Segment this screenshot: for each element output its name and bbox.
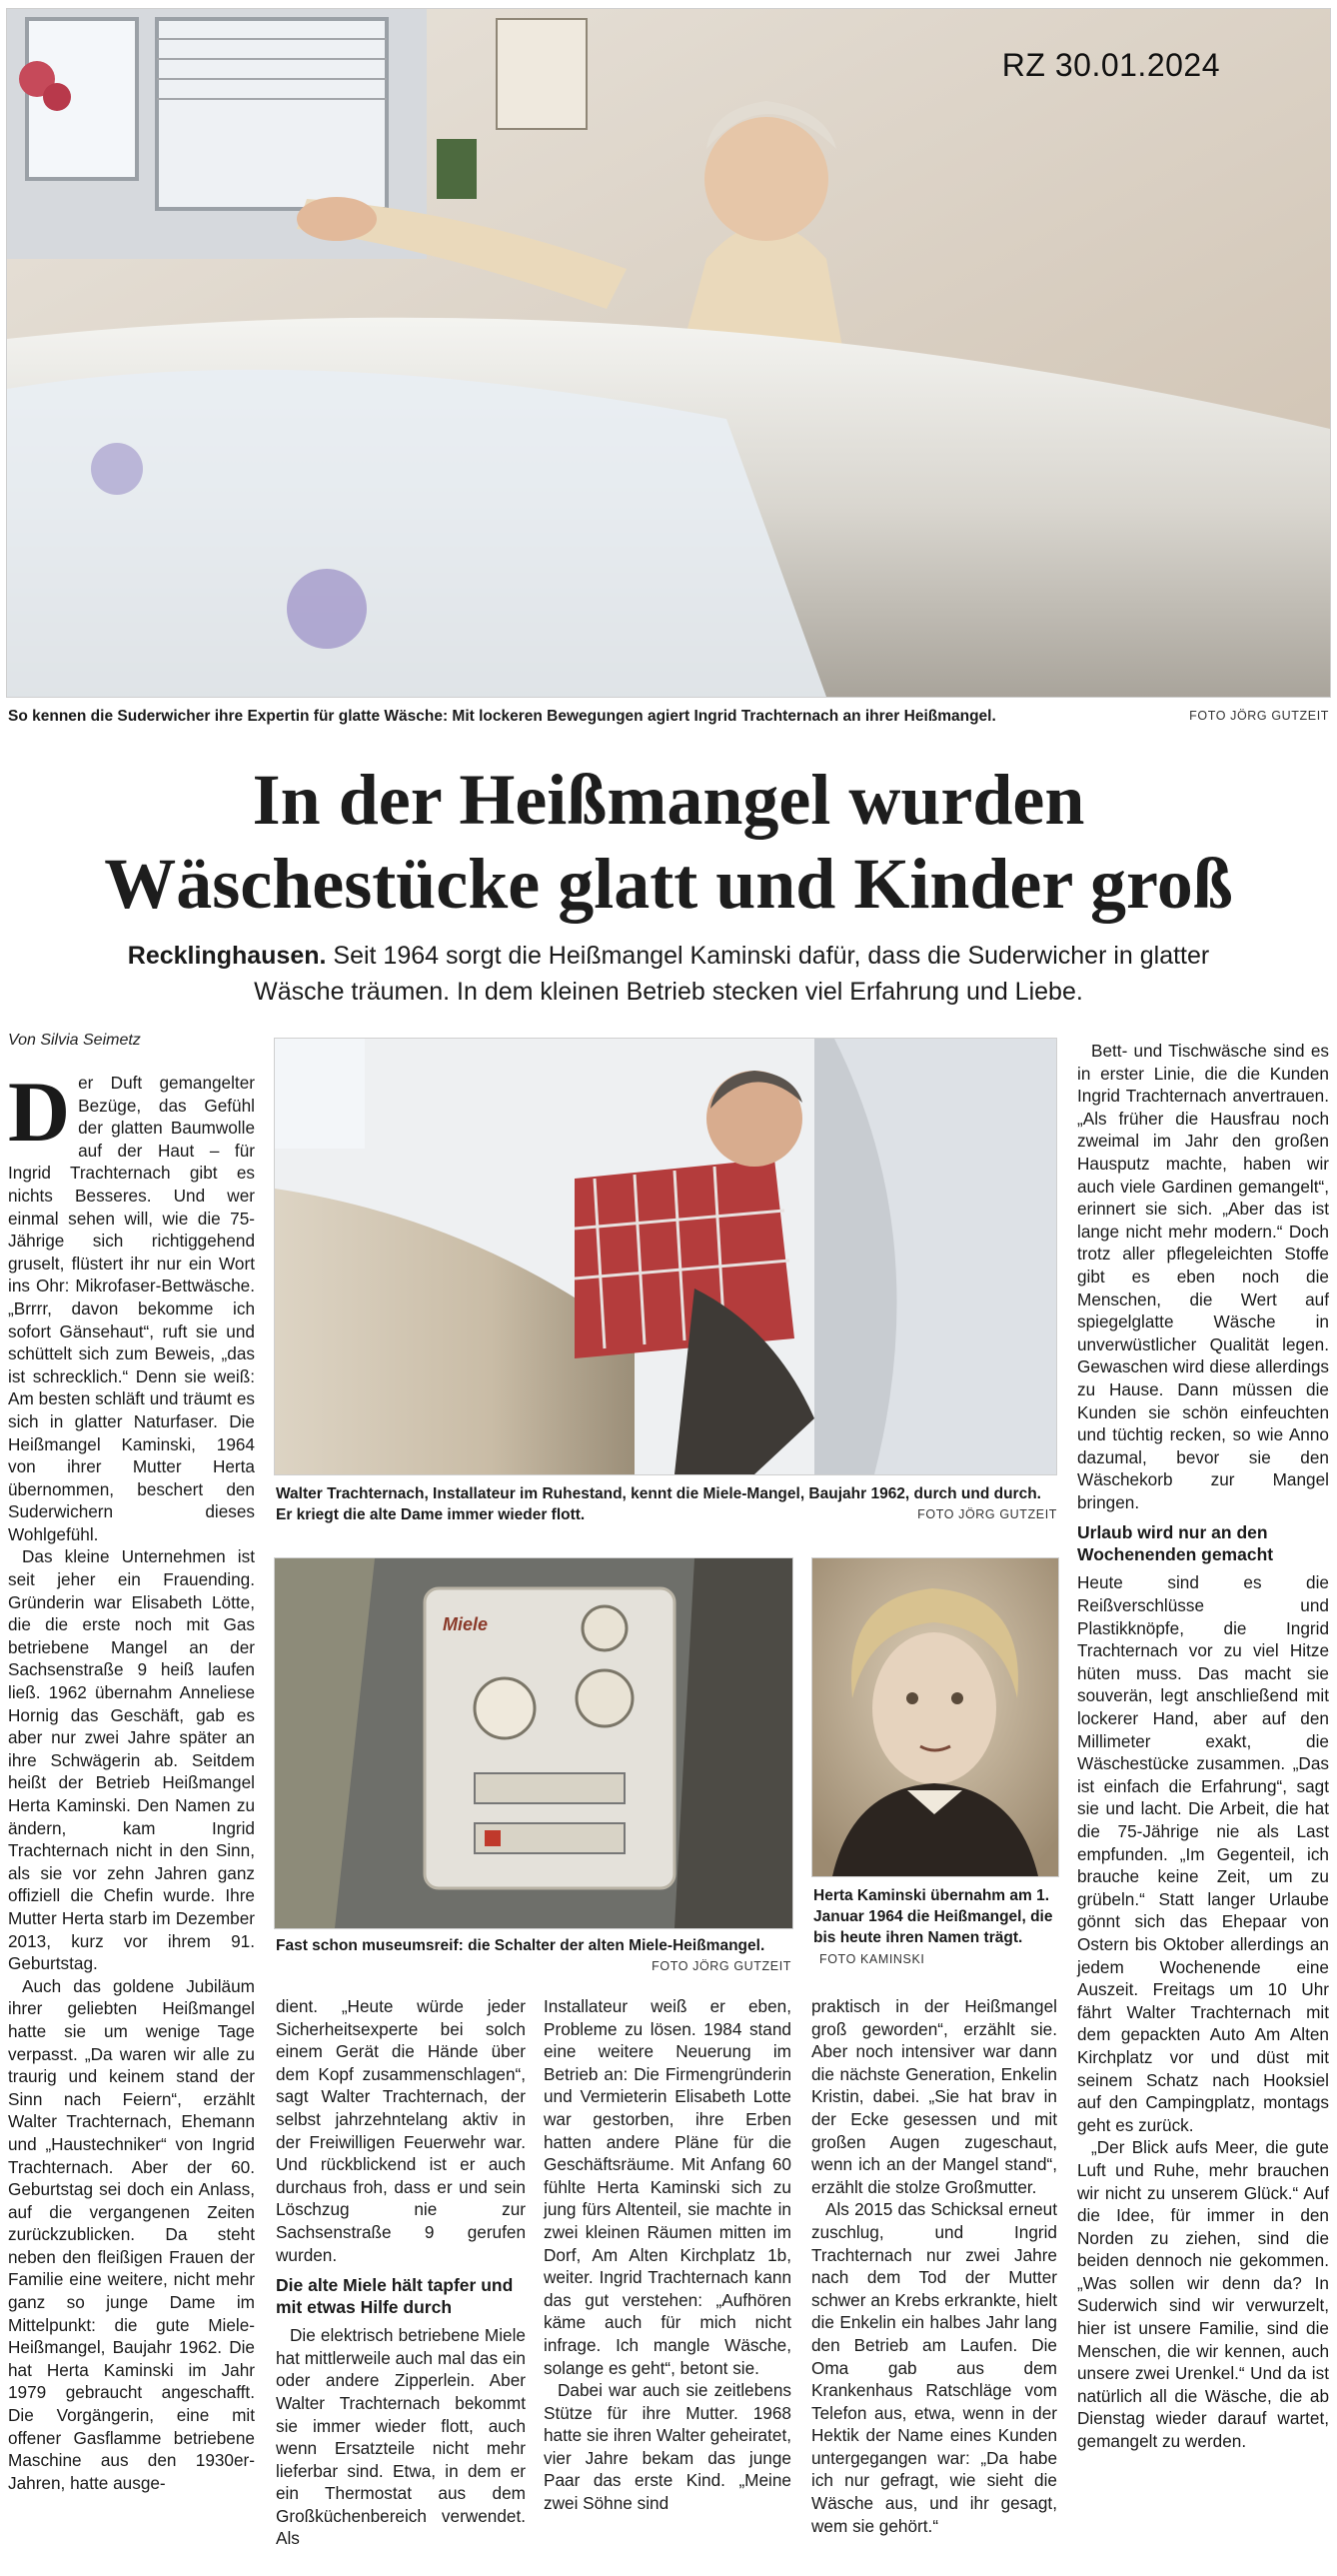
standfirst-text: Seit 1964 sorgt die Heißmangel Kaminski dafür, dass die Suderwicher in glatter Wäsche träumen. In dem kleinen Betrieb stecken viel Erfahrung und Liebe. bbox=[254, 942, 1210, 1006]
top-photo bbox=[6, 8, 1331, 698]
paragraph: Installateur weiß er eben, Probleme zu lösen. 1984 stand eine weitere Neuerung im Betrieb an: Die Firmengründerin und Vermieterin Elisabeth Lotte war gestorben, ihre Erben hatten andere Pläne für die Geschäftsräume. Mit Anfang 60 fühlte Herta Kaminski sich zu jung fürs Altenteil, sie machte in zwei kleinen Räumen mitten im Dorf, Am Alten Kirchplatz 1b, weiter. Ingrid Trachternach kann das gut verstehen: „Aufhören käme auch für mich nicht infrage. Ich mangle Wäsche, solange es geht“, betont sie. bbox=[544, 1996, 791, 2378]
herta-photo bbox=[811, 1557, 1059, 1877]
photo-credit: FOTO JÖRG GUTZEIT bbox=[652, 1959, 791, 1973]
switch-caption bbox=[276, 1935, 791, 1977]
paragraph: Dabei war auch sie zeitlebens Stütze für ihre Mutter. 1968 hatte sie ihren Walter geheiratet, vier Jahre bekam das junge Paar das erste Kind. „Meine zwei Söhne sind bbox=[544, 2380, 791, 2514]
paragraph: Als 2015 das Schicksal erneut zuschlug, und Ingrid Trachternach nur zwei Jahre nach dem Tod der Mutter schwer an Krebs erkrankte, hielt die Enkelin ein halbes Jahr lang den Betrieb am Laufen. Die Oma gab aus dem Krankenhaus Ratschläge vom Telefon aus, etwa, wenn in der Hektik der Name eines Kunden untergegangen war: „Da habe ich nur gefragt, wie sieht die Wäsche aus, und ihr gesagt, wem sie gehört.“ bbox=[811, 2199, 1057, 2536]
byline: Von Silvia Seimetz bbox=[8, 1032, 141, 1049]
column-5 bbox=[1077, 1040, 1329, 2453]
caption-text: Herta Kaminski übernahm am 1. Januar 1964 die Heißmangel, die bis heute ihren Namen trägt. bbox=[813, 1887, 1053, 1946]
paragraph: Bett- und Tischwäsche sind es in erster Linie, die die Kunden Ingrid Trachternach anvertrauen. „Als früher die Hausfrau noch zweimal im Jahr den großen Hausputz machte, haben wir auch viele Gardinen gemangelt“, erinnert sie sich. „Aber das ist lange nicht mehr modern.“ Doch trotz aller pflegeleichten Stoffe gibt es eben noch die Menschen, die Wert auf spiegelglatte Wäsche in unverwüstlicher Qualität legen. Gewaschen wird diese allerdings zu Hause. Dann müssen die Kunden sie schön einfeuchten und tüchtig recken, so wie Anno dazumal, bevor sie den Wäschekorb zur Mangel bringen. bbox=[1077, 1041, 1329, 1512]
date-stamp: RZ 30.01.2024 bbox=[1001, 47, 1220, 83]
column-3 bbox=[544, 1995, 791, 2515]
subheading: Urlaub wird nur an den Wochenenden gemacht bbox=[1077, 1522, 1274, 1565]
paragraph bbox=[8, 1064, 255, 1545]
caption-text: So kennen die Suderwicher ihre Expertin für glatte Wäsche: Mit lockeren Bewegungen agiert Ingrid Trachternach an ihrer Heißmangel. bbox=[8, 708, 996, 725]
photo-credit: FOTO JÖRG GUTZEIT bbox=[917, 1507, 1057, 1521]
headline-line-1: In der Heißmangel wurden bbox=[252, 760, 1085, 840]
walter-photo bbox=[274, 1038, 1057, 1475]
paragraph-text: er Duft gemangelter Bezüge, das Gefühl der glatten Baumwolle auf der Haut – für Ingrid Trachternach gibt es nichts Besseres. Und wer einmal sehen will, wie die 75-Jährige sich richtiggehend gruselt, flüstert ihr nur ein Wort ins Ohr: Mikrofaser-Bettwäsche. „Brrrr, davon bekomme ich sofort Gänsehaut“, ruft sie und schüttelt sich zum Beweis, „das ist schrecklich.“ Denn sie weiß: Am besten schläft und träumt es sich in glatter Naturfaser. Die Heißmangel Kaminski, 1964 von ihrer Mutter Herta übernommen, beschert den Suderwichern dieses Wohlgefühl. bbox=[8, 1073, 255, 1544]
paragraph: „Der Blick aufs Meer, die gute Luft und Ruhe, mehr brauchen wir nicht zu unserem Glück.“ Auf die Idee, für immer in den Norden zu ziehen, sind die beiden dennoch nie gekommen. „Was sollen wir denn da? In Suderwich sind wir verwurzelt, hier ist unsere Familie, sind die Menschen, die wir kennen, auch unsere zwei Urenkel.“ Und da ist natürlich all die Wäsche, die ab Dienstag wieder darauf wartet, gemangelt zu werden. bbox=[1077, 2137, 1329, 2452]
switch-photo bbox=[274, 1557, 793, 1929]
column-2 bbox=[276, 1995, 526, 2550]
standfirst bbox=[90, 938, 1247, 1010]
caption-text: Walter Trachternach, Installateur im Ruhestand, kennt die Miele-Mangel, Baujahr 1962, durch und durch. Er kriegt die alte Dame immer wieder flott. bbox=[276, 1485, 1041, 1523]
standfirst-place: Recklinghausen. bbox=[127, 942, 327, 970]
paragraph: Auch das goldene Jubiläum ihrer geliebten Heißmangel hatte sie um wenige Tage verpasst. „Da waren wir alle zu traurig und keinem stand der Sinn nach Feiern“, erzählt Walter Trachternach, Ehemann und „Haustechniker“ von Ingrid Trachternach. Aber der 60. Geburtstag sei doch ein Anlass, auf die vergangenen Zeiten zurückzublicken. Da steht neben den fleißigen Frauen der Familie eine weitere, nicht mehr ganz so junge Dame im Mittelpunkt: die gute Miele-Heißmangel, Baujahr 1962. Die hat Herta Kaminski im Jahr 1979 gebraucht angeschafft. Die Vorgängerin, eine mit offener Gasflamme betriebene Maschine aus den 1930er-Jahren, hatte ausge- bbox=[8, 1975, 255, 2493]
photo-credit: FOTO JÖRG GUTZEIT bbox=[1189, 709, 1329, 723]
headline-line-2: Wäschestücke glatt und Kinder groß bbox=[104, 844, 1233, 924]
herta-caption bbox=[813, 1885, 1057, 1970]
top-photo-caption bbox=[8, 706, 1329, 727]
paragraph: Heute sind es die Reißverschlüsse und Plastikknöpfe, die Ingrid Trachternach vor zu viel Hitze hüten muss. Das macht sie souverän, legt anschließend mit lockerer Hand, aber auf den Millimeter exakt, die Wäschestücke zusammen. „Das ist einfach die Erfahrung“, sagt sie und lacht. Die Arbeit, die hat die 75-Jährige nie als Last empfunden. „Im Gegenteil, ich brauche keine Zeit, um zu grübeln.“ Statt langer Urlaube gönnt sich das Ehepaar von Ostern bis Oktober allerdings an jedem Wochenende eine Auszeit. Freitags um 10 Uhr fährt Walter Trachternach mit dem gepackten Auto Am Alten Kirchplatz vor und düst mit seinem Schatz nach Hooksiel auf den Campingplatz, montags geht es zurück. bbox=[1077, 1572, 1329, 2135]
drop-cap: D bbox=[8, 1064, 71, 1160]
headline bbox=[0, 758, 1337, 926]
paragraph: praktisch in der Heißmangel groß geworden“, erzählt sie. Aber noch intensiver war dann die nächste Generation, Enkelin Kristin, dabei. „Sie hat brav in der Ecke gesessen und mit großen Augen zugeschaut, wenn ich an der Mangel stand“, erzählt die stolze Großmutter. bbox=[811, 1996, 1057, 2197]
column-4 bbox=[811, 1995, 1057, 2537]
walter-caption bbox=[276, 1483, 1057, 1525]
miele-logo-text: Miele bbox=[443, 1614, 489, 1634]
column-1 bbox=[8, 1064, 255, 2494]
photo-credit: FOTO KAMINSKI bbox=[819, 1952, 925, 1966]
subheading: Die alte Miele hält tapfer und mit etwas Hilfe durch bbox=[276, 2275, 514, 2318]
paragraph: Die elektrisch betriebene Miele hat mittlerweile auch mal das ein oder andere Zipperlein. Aber Walter Trachternach bekommt sie immer wieder flott, auch wenn Ersatzteile nicht mehr lieferbar sind. Etwa, in dem er ein Thermostat aus dem Großküchenbereich verwendet. Als bbox=[276, 2325, 526, 2549]
paragraph: dient. „Heute würde jeder Sicherheitsexperte bei solch einem Gerät die Hände über dem Kopf zusammenschlagen“, sagt Walter Trachternach, der selbst jahrzehntelang aktiv in der Freiwilligen Feuerwehr war. Und rückblickend ist er auch durchaus froh, dass er und sein Löschzug nie zur Sachsenstraße 9 gerufen wurden. bbox=[276, 1996, 526, 2265]
paragraph: Das kleine Unternehmen ist seit jeher ein Frauending. Gründerin war Elisabeth Lötte, die die erste noch mit Gas betriebene Mangel an der Sachsenstraße 9 heiß laufen ließ. 1962 übernahm Anneliese Hornig das Geschäft, gab es aber nur zwei Jahre später an ihre Schwägerin ab. Seitdem heißt der Betrieb Heißmangel Herta Kaminski. Den Namen zu ändern, kam Ingrid Trachternach nicht in den Sinn, als sie vor zehn Jahren ganz offiziell die Chefin wurde. Ihre Mutter Herta starb im Dezember 2013, kurz vor ihrem 91. Geburtstag. bbox=[8, 1546, 255, 1974]
caption-text: Fast schon museumsreif: die Schalter der alten Miele-Heißmangel. bbox=[276, 1937, 765, 1954]
